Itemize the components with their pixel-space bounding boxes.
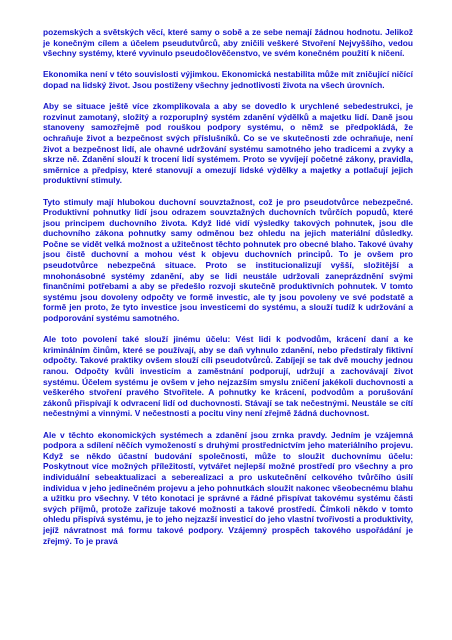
paragraph-2: Ekonomika není v této souvislosti výjimkou. Ekonomická nestabilita může mít zničující ničící dopad na lidský život. Jsou postiženy všechny jednotlivosti života na všech úrovních. — [43, 69, 413, 90]
paragraph-1: pozemských a světských věcí, které samy o sobě a ze sebe nemají žádnou hodnotu. Jelikož je konečným cílem a účelem pseudutvůrců, aby zničili veškeré Stvoření Nejvyššího, vedou všechny systémy, které vyvinulo pseudočlověčenstvo, ve svém konečném použití k ničení. — [43, 27, 413, 59]
paragraph-6: Ale v těchto ekonomických systémech a zdanění jsou zrnka pravdy. Jedním je vzájemná podpora a sdílení něčích vymožeností s druhými prostřednictvím jeho materiálního projevu. Když se někdo účastní budování společnosti, může to sloužit duchovnímu účelu: Poskytnout více možných příležitostí, vytvářet nejlepší možné prostředí pro všechny a pro individuální sebeaktualizaci a seberealizaci a pro uskutečnění celkového tvůrčího úsilí individua v jeho jedinečném projevu a jeho pohnutkách sloužit nakonec všeobecnému blahu a užitku pro všechny. V této konotaci je správné a řádné přispívat takovému systému části svých příjmů, protože zařizuje takové možnosti a takové prostředí. Čímkoli někdo v tomto ohledu přispívá systému, je to jeho nejzazší investicí do jeho vlastní tvořivosti a produktivity, jejíž návratnost má formu takové podpory. Vzájemný prospěch takového uspořádání je zřejmý. To je pravá — [43, 429, 413, 546]
paragraph-5: Ale toto povolení také slouží jinému účelu: Vést lidi k podvodům, krácení daní a ke kriminálním činům, které se používají, aby se daň vyhnulo zdanění, nebo předstíraly fiktivní odpočty. Takové praktiky ovšem slouží cíli pseudotvůrců. Zabíjejí se tak dvě mouchy jednou ranou. Odpočty kvůli investicím a zaměstnání podporují, udržují a zachovávají život systému. Účelem systému je ovšem v jeho nejzazším smyslu zničení jakékoli duchovnosti a veškerého stvoření pravého Stvořitele. A pohnutky ke krácení, podvodům a porušování zákonů přispívají k odvracení lidí od duchovnosti. Stávají se tak nečestnými. Neustále se cítí nečestnými a vinnými. V nečestnosti a pocitu viny není zřejmě žádná duchovnost. — [43, 334, 413, 419]
document-page — [43, 27, 413, 546]
paragraph-4: Tyto stimuly mají hlubokou duchovní souvztažnost, což je pro pseudotvůrce nebezpečné. Produktivní pohnutky lidí jsou odrazem souvztažných duchovních tvůrčích popudů, které jsou principem duchovního života. Když lidé vidí výsledky takových pohnutek, jsou dle duchovního zákona pohnutky samy odměnou bez ohledu na jejich materiální důsledky. Počne se vidět velká možnost a užitečnost těchto pohnutek pro obecné blaho. Takové úvahy jsou čistě duchovní a mohou vést k objevu duchovních principů. To je ovšem pro pseudotvůrce nebezpečná situace. Proto se institucionalizují vyšší, složitější a mnohonásobné systémy zdanění, aby se lidi neustále udržovali zaneprázdnění svými finančními potřebami a aby se předešlo rozvoji skutečně produktivních pohnutek. V tomto systému jsou dovoleny odpočty ve formě investic, ale ty jsou povoleny ve své podstatě a formě jen proto, že tyto investice jsou investicemi do systému, a slouží tudíž k udržování a podporování systému samotného. — [43, 196, 413, 324]
paragraph-3: Aby se situace ještě více zkomplikovala a aby se dovedlo k urychlené sebedestrukci, je rozvinut zamotaný, složitý a rozporuplný systém zdanění výdělků a majetku lidí. Daně jsou stanoveny samozřejmě pod rouškou podpory systému, o němž se předpokládá, že ochraňuje život a bezpečnost svých příslušníků. Co se ve skutečnosti zde ochraňuje, není život a bezpečnost lidí, ale ohavné udržování systému samotného jeho tradicemi a zvyky a skrze ně. Zdanění slouží k trocení lidí systémem. Proto se vyvíjejí početné zákony, pravidla, směrnice a předpisy, které stanovují a omezují lidské výdělky a majetky a potlačují jejich produktivní stimuly. — [43, 101, 413, 186]
